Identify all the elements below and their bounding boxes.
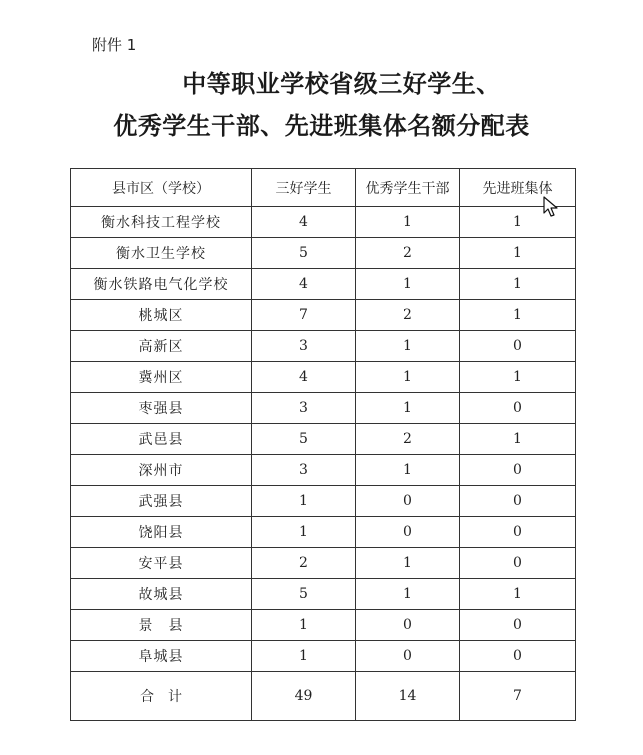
cell-advanced-classes: 0 <box>460 455 576 486</box>
cell-merit-students: 3 <box>252 331 356 362</box>
cell-advanced-classes: 0 <box>460 548 576 579</box>
attachment-label: 附件 1 <box>92 36 137 54</box>
cell-region: 景 县 <box>71 610 252 641</box>
cell-merit-students: 2 <box>252 548 356 579</box>
cell-advanced-classes: 1 <box>460 238 576 269</box>
cell-merit-students: 1 <box>252 486 356 517</box>
cell-merit-students: 5 <box>252 424 356 455</box>
cell-merit-students: 5 <box>252 238 356 269</box>
cell-advanced-classes: 0 <box>460 393 576 424</box>
total-label: 合 计 <box>71 672 252 721</box>
cell-merit-students: 5 <box>252 579 356 610</box>
table-row <box>71 610 576 641</box>
cell-advanced-classes: 1 <box>460 207 576 238</box>
cell-region: 衡水铁路电气化学校 <box>71 269 252 300</box>
table-row <box>71 238 576 269</box>
header-student-cadres: 优秀学生干部 <box>356 169 460 207</box>
cell-student-cadres: 1 <box>356 455 460 486</box>
cell-merit-students: 4 <box>252 269 356 300</box>
table-row <box>71 362 576 393</box>
cell-merit-students: 3 <box>252 455 356 486</box>
cell-advanced-classes: 1 <box>460 269 576 300</box>
table-row <box>71 331 576 362</box>
cell-merit-students: 4 <box>252 362 356 393</box>
cell-region: 枣强县 <box>71 393 252 424</box>
cell-student-cadres: 2 <box>356 238 460 269</box>
table-row <box>71 641 576 672</box>
cell-student-cadres: 1 <box>356 393 460 424</box>
table-row <box>71 424 576 455</box>
cell-region: 冀州区 <box>71 362 252 393</box>
cell-student-cadres: 1 <box>356 548 460 579</box>
allocation-table <box>70 168 576 721</box>
cell-student-cadres: 1 <box>356 331 460 362</box>
cell-student-cadres: 0 <box>356 641 460 672</box>
cell-region: 高新区 <box>71 331 252 362</box>
cell-merit-students: 1 <box>252 610 356 641</box>
cell-region: 故城县 <box>71 579 252 610</box>
table-header-row <box>71 169 576 207</box>
cell-merit-students: 3 <box>252 393 356 424</box>
cell-advanced-classes: 0 <box>460 331 576 362</box>
page-title-line1: 中等职业学校省级三好学生、 <box>182 70 501 98</box>
header-merit-students: 三好学生 <box>252 169 356 207</box>
cell-region: 武邑县 <box>71 424 252 455</box>
total-merit-students: 49 <box>252 672 356 721</box>
cell-student-cadres: 1 <box>356 362 460 393</box>
table-row <box>71 207 576 238</box>
cell-advanced-classes: 0 <box>460 486 576 517</box>
cell-student-cadres: 0 <box>356 610 460 641</box>
cell-merit-students: 1 <box>252 641 356 672</box>
header-region: 县市区（学校） <box>71 169 252 207</box>
cell-student-cadres: 0 <box>356 517 460 548</box>
table-row <box>71 300 576 331</box>
cell-region: 衡水卫生学校 <box>71 238 252 269</box>
table-row <box>71 393 576 424</box>
page-title-line2: 优秀学生干部、先进班集体名额分配表 <box>113 112 530 140</box>
mouse-pointer-icon <box>543 196 559 218</box>
cell-advanced-classes: 1 <box>460 579 576 610</box>
cell-student-cadres: 1 <box>356 579 460 610</box>
cell-student-cadres: 1 <box>356 207 460 238</box>
table-row <box>71 486 576 517</box>
cell-region: 桃城区 <box>71 300 252 331</box>
table-row <box>71 517 576 548</box>
table-row <box>71 455 576 486</box>
cell-advanced-classes: 1 <box>460 424 576 455</box>
cell-advanced-classes: 1 <box>460 362 576 393</box>
table-total-row <box>71 672 576 721</box>
cell-student-cadres: 2 <box>356 300 460 331</box>
cell-advanced-classes: 1 <box>460 300 576 331</box>
cell-region: 饶阳县 <box>71 517 252 548</box>
table-row <box>71 579 576 610</box>
cell-student-cadres: 0 <box>356 486 460 517</box>
table-row <box>71 269 576 300</box>
cell-student-cadres: 1 <box>356 269 460 300</box>
cell-region: 阜城县 <box>71 641 252 672</box>
cell-merit-students: 7 <box>252 300 356 331</box>
table-row <box>71 548 576 579</box>
cell-region: 深州市 <box>71 455 252 486</box>
cell-region: 安平县 <box>71 548 252 579</box>
cell-region: 武强县 <box>71 486 252 517</box>
cell-region: 衡水科技工程学校 <box>71 207 252 238</box>
total-advanced-classes: 7 <box>460 672 576 721</box>
cell-advanced-classes: 0 <box>460 641 576 672</box>
cell-student-cadres: 2 <box>356 424 460 455</box>
table-body <box>71 207 576 721</box>
header-advanced-classes: 先进班集体 <box>460 169 576 207</box>
cell-advanced-classes: 0 <box>460 610 576 641</box>
cell-merit-students: 4 <box>252 207 356 238</box>
total-student-cadres: 14 <box>356 672 460 721</box>
cell-advanced-classes: 0 <box>460 517 576 548</box>
cell-merit-students: 1 <box>252 517 356 548</box>
